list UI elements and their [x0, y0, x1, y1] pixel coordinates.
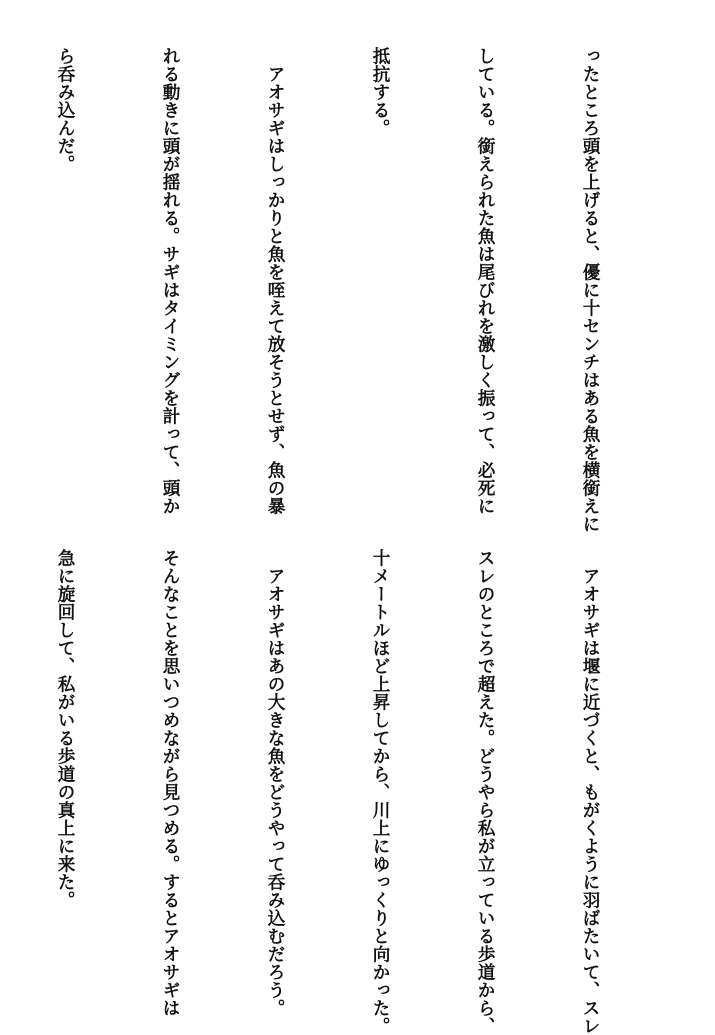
- text-line: アオサギは堰に近づくと、もがくように羽ばたいて、スレ: [580, 549, 600, 1035]
- text-block-bottom: [0, 549, 677, 1035]
- text-line: アオサギはあの大きな魚をどうやって呑み込むだろう。: [265, 549, 285, 1017]
- text-line: 十メートルほど上昇してから、川上にゆっくりと向かった。: [370, 549, 390, 1035]
- text-line: ら呑み込んだ。: [55, 47, 75, 173]
- text-line: ったところ頭を上げると、優に十センチはある魚を横銜えに: [580, 47, 600, 533]
- text-line: そんなことを思いつめながら見つめる。するとアオサギは: [160, 549, 180, 1017]
- text-line: アオサギはしっかりと魚を咥えて放そうとせず、魚の暴: [265, 47, 285, 515]
- text-line: している。銜えられた魚は尾びれを激しく振って、必死に: [475, 47, 495, 515]
- text-block-top: [0, 47, 677, 533]
- text-line: 抵抗する。: [370, 47, 390, 137]
- text-line: スレのところで超えた。どうやら私が立っている歩道から、: [475, 549, 495, 1035]
- text-line: 急に旋回して、私がいる歩道の真上に来た。: [55, 549, 75, 909]
- text-line: れる動きに頭が揺れる。サギはタイミングを計って、頭か: [160, 47, 180, 515]
